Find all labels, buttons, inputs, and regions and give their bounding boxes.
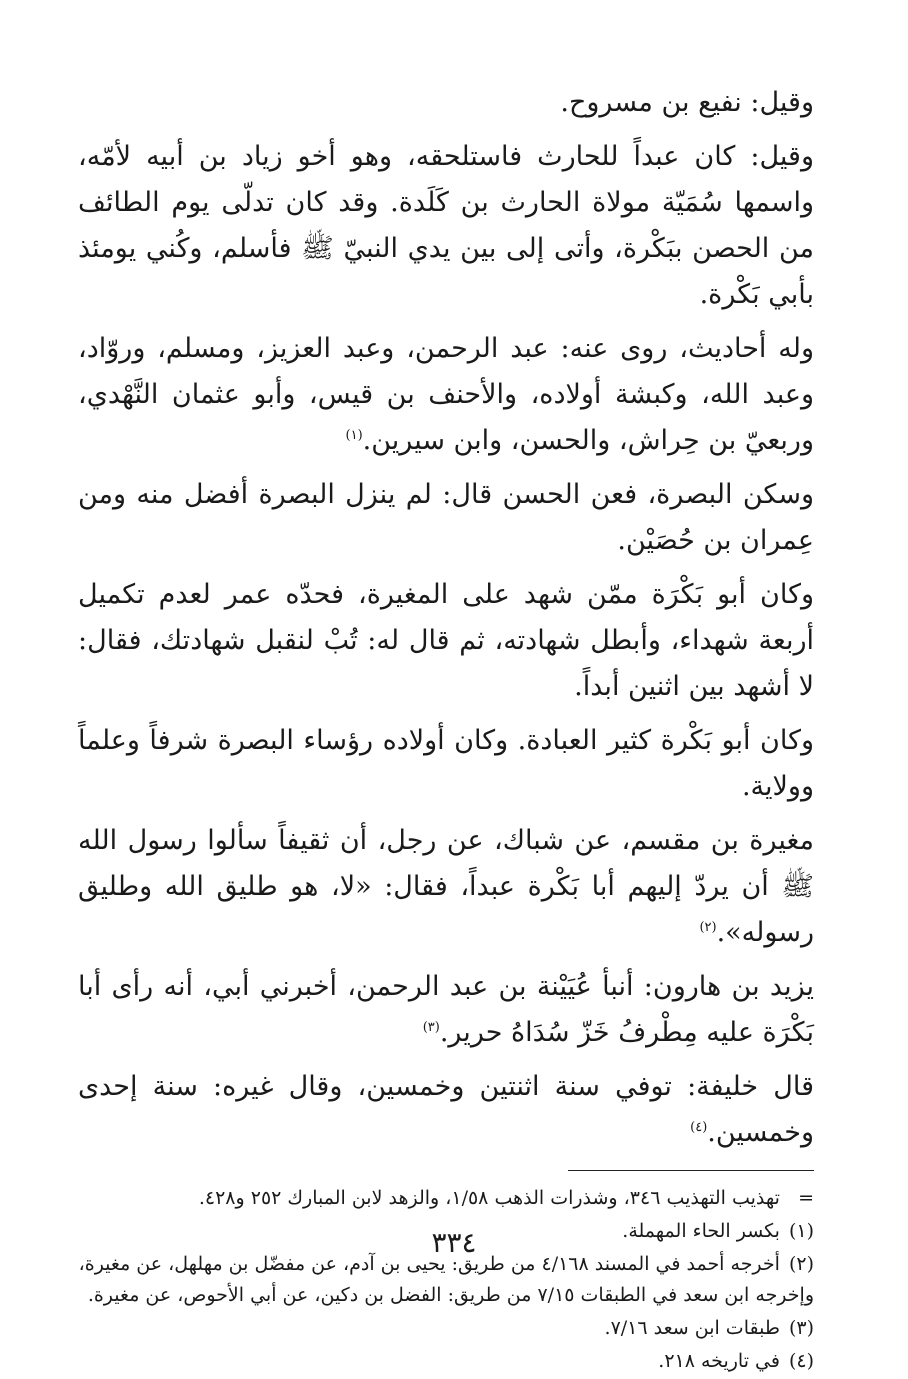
- footnote-continued: [78, 1183, 814, 1214]
- footnote-ref-2[interactable]: (٢): [699, 920, 717, 935]
- footnote-text: تهذيب التهذيب ٣٤٦، وشذرات الذهب ١/٥٨، والزهد لابن المبارك ٢٥٢ و٤٢٨.: [198, 1187, 780, 1209]
- footnote-text: طبقات ابن سعد ٧/١٦.: [604, 1317, 780, 1339]
- footnotes: [78, 1183, 814, 1377]
- footnote-text: أخرجه أحمد في المسند ٤/١٦٨ من طريق: يحيى بن آدم، عن مفضّل بن مهلهل، عن مغيرة، وإخرجه ابن سعد في الطبقات ٧/١٥ من طريق: الفضل بن دكين، عن أبي الأحوص، عن مغيرة.: [78, 1253, 814, 1306]
- footnote-4: [78, 1346, 814, 1377]
- paragraph-7: [78, 818, 814, 956]
- paragraph-3-text: وله أحاديث، روى عنه: عبد الرحمن، وعبد العزيز، ومسلم، وروّاد، وعبد الله، وكبشة أولاده، والأحنف بن قيس، وأبو عثمان النَّهْدي، وربعيّ بن حِراش، والحسن، وابن سيرين.: [78, 333, 814, 456]
- footnote-marker: (٢): [788, 1253, 814, 1275]
- page-number: ٣٣٤: [431, 1226, 477, 1259]
- paragraph-9-text: قال خليفة: توفي سنة اثنتين وخمسين، وقال غيره: سنة إحدى وخمسين.: [78, 1071, 814, 1148]
- paragraph-8-text: يزيد بن هارون: أنبأ عُيَيْنة بن عبد الرحمن، أخبرني أبي، أنه رأى أبا بَكْرَة عليه مِطْرفُ خَزّ سُدَاهُ حرير.: [78, 971, 814, 1048]
- footnote-marker: (٣): [788, 1317, 814, 1339]
- footnote-text: في تاريخه ٢١٨.: [658, 1350, 780, 1372]
- paragraph-7-text: مغيرة بن مقسم، عن شباك، عن رجل، أن ثقيفاً سألوا رسول الله ﷺ أن يردّ إليهم أبا بَكْرة عبداً، فقال: «لا، هو طليق الله وطليق رسوله».: [78, 825, 814, 948]
- paragraph-1: وقيل: نفيع بن مسروح.: [560, 87, 814, 118]
- paragraph-9: [78, 1064, 814, 1156]
- paragraph-6: وكان أبو بَكْرة كثير العبادة. وكان أولاده رؤساء البصرة شرفاً وعلماً وولاية.: [78, 725, 814, 802]
- paragraph-3: [78, 326, 814, 464]
- footnote-marker: =: [798, 1187, 814, 1209]
- page-body: [78, 80, 814, 1379]
- footnote-ref-3[interactable]: (٣): [422, 1020, 440, 1035]
- footnote-marker: (١): [788, 1220, 814, 1242]
- footnote-ref-4[interactable]: (٤): [690, 1120, 708, 1135]
- footnote-divider: [568, 1170, 814, 1171]
- footnote-marker: (٤): [788, 1350, 814, 1372]
- paragraph-4: وسكن البصرة، فعن الحسن قال: لم ينزل البصرة أفضل منه ومن عِمران بن حُصَيْن.: [78, 479, 814, 556]
- paragraph-8: [78, 964, 814, 1056]
- paragraph-5: وكان أبو بَكْرَة ممّن شهد على المغيرة، فحدّه عمر لعدم تكميل أربعة شهداء، وأبطل شهادته، ثم قال له: تُبْ لنقبل شهادتك، فقال: لا أشهد بين اثنين أبداً.: [78, 579, 814, 702]
- footnote-ref-1[interactable]: (١): [345, 428, 363, 443]
- footnote-3: [78, 1313, 814, 1344]
- footnote-text: بكسر الحاء المهملة.: [622, 1220, 780, 1242]
- paragraph-2: وقيل: كان عبداً للحارث فاستلحقه، وهو أخو زياد بن أبيه لأمّه، واسمها سُمَيّة مولاة الحارث بن كَلَدة. وقد كان تدلّى يوم الطائف من الحصن ببَكْرة، وأتى إلى بين يدي النبيّ ﷺ فأسلم، وكُني يومئذ بأبي بَكْرة.: [78, 141, 814, 310]
